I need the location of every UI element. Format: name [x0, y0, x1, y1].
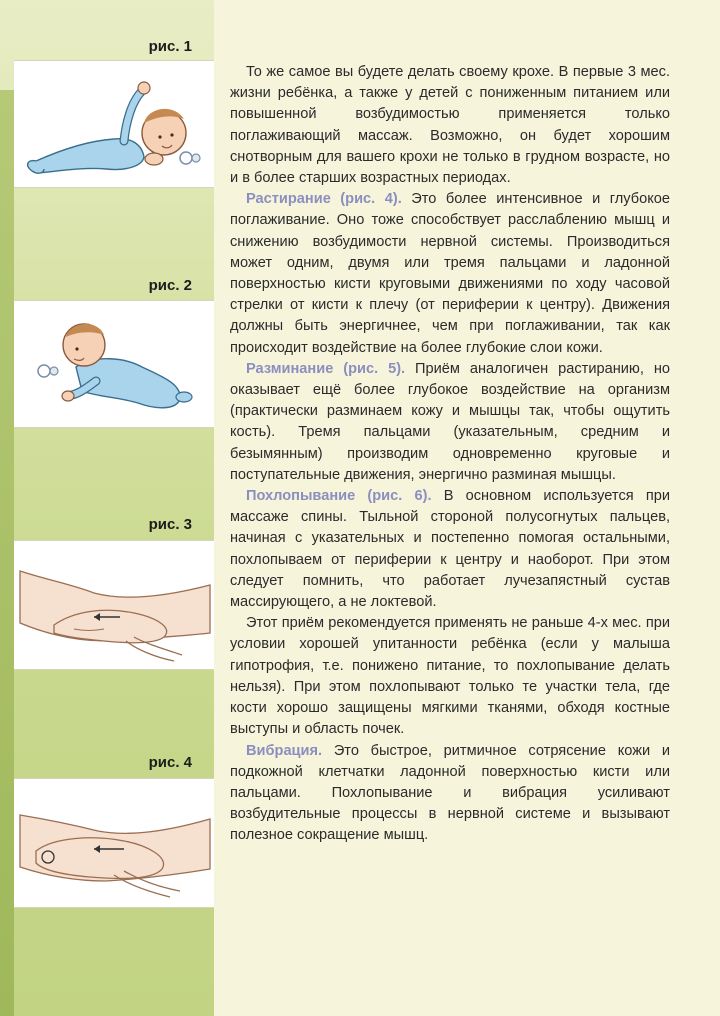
- figure-1-label: рис. 1: [148, 38, 192, 55]
- figure-4-label: рис. 4: [148, 754, 192, 771]
- rubbing-term: Растирание (рис. 4).: [246, 191, 402, 208]
- vibration-term: Вибрация.: [246, 742, 323, 759]
- vibration-paragraph: [230, 741, 670, 847]
- figure-1-box: [14, 60, 214, 188]
- figure-2-label: рис. 2: [148, 277, 192, 294]
- baby-lying-prone-illustration-icon: [14, 61, 214, 187]
- kneading-paragraph: [230, 359, 670, 486]
- figure-3-label: рис. 3: [148, 516, 192, 533]
- kneading-text: Приём аналогичен растиранию, но оказывает ещё более глубокое воздействие на организм (практически разминаем кожу и мышцы так, чтобы ощутить кость). Тремя пальцами (указательным, средним и безымянным) производим одновременно круговые и поступательные движения, энергично разминая мышцы.: [230, 360, 670, 483]
- kneading-term: Разминание (рис. 5).: [246, 360, 406, 377]
- hands-massaging-forearm-illustration-icon: [14, 541, 214, 669]
- figure-3-box: [14, 540, 214, 670]
- rubbing-text: Это более интенсивное и глубокое поглаживание. Оно тоже способствует расслаблению мышц и снижению возбудимости нервной системы. Производиться может одним, двумя или тремя пальцами и ладонной поверхностью кисти круговыми движениями по ходу часовой стрелки от кисти к плечу (от периферии к центру). Движения должны быть энергичнее, чем при поглаживании, так как происходит воздействие на более глубокие слои кожи.: [230, 191, 670, 356]
- patting-note-paragraph: Этот приём рекомендуется применять не раньше 4-х мес. при условии хорошей упитанности ребёнка (если у малыша гипотрофия, т.е. понижено питание, то похлопывание делать нельзя). При этом похлопывают только те участки тела, где кости хорошо защищены мягкими тканями, обходя костные выступы и область почек.: [230, 615, 670, 738]
- baby-crawling-illustration-icon: [14, 301, 214, 427]
- article-body: [230, 62, 670, 847]
- vibration-text: Это быстрое, ритмичное сотрясение кожи и подкожной клетчатки ладонной поверхностью кисти или пальцами. Похлопывание и вибрация усиливают возбудительные процессы в нервной системе и вызывают полезное сокращение мышц.: [230, 742, 670, 844]
- figure-2-box: [14, 300, 214, 428]
- figure-4-box: [14, 778, 214, 908]
- patting-term: Похлопывание (рис. 6).: [246, 488, 432, 505]
- hands-kneading-forearm-illustration-icon: [14, 779, 214, 907]
- patting-paragraph: [230, 486, 670, 613]
- rubbing-paragraph: [230, 189, 670, 359]
- intro-paragraph: То же самое вы будете делать своему крохе. В первые 3 мес. жизни ребёнка, а также у детей с пониженным питанием или повышенной возбудимостью применяется только поглаживающий массаж. Возможно, он будет хорошим снотворным для вашего крохи не только в грудном возрасте, но и в более старших возрастных периодах.: [230, 64, 670, 187]
- patting-text: В основном используется при массаже спины. Тыльной стороной полусогнутых пальцев, начиная с указательных и постепенно помогая остальными, похлопываем от периферии к центру и наоборот. При этом следует помнить, что работает лучезапястный сустав массирующего, а не локтевой.: [230, 488, 670, 611]
- sidebar-stripe: [0, 90, 14, 1016]
